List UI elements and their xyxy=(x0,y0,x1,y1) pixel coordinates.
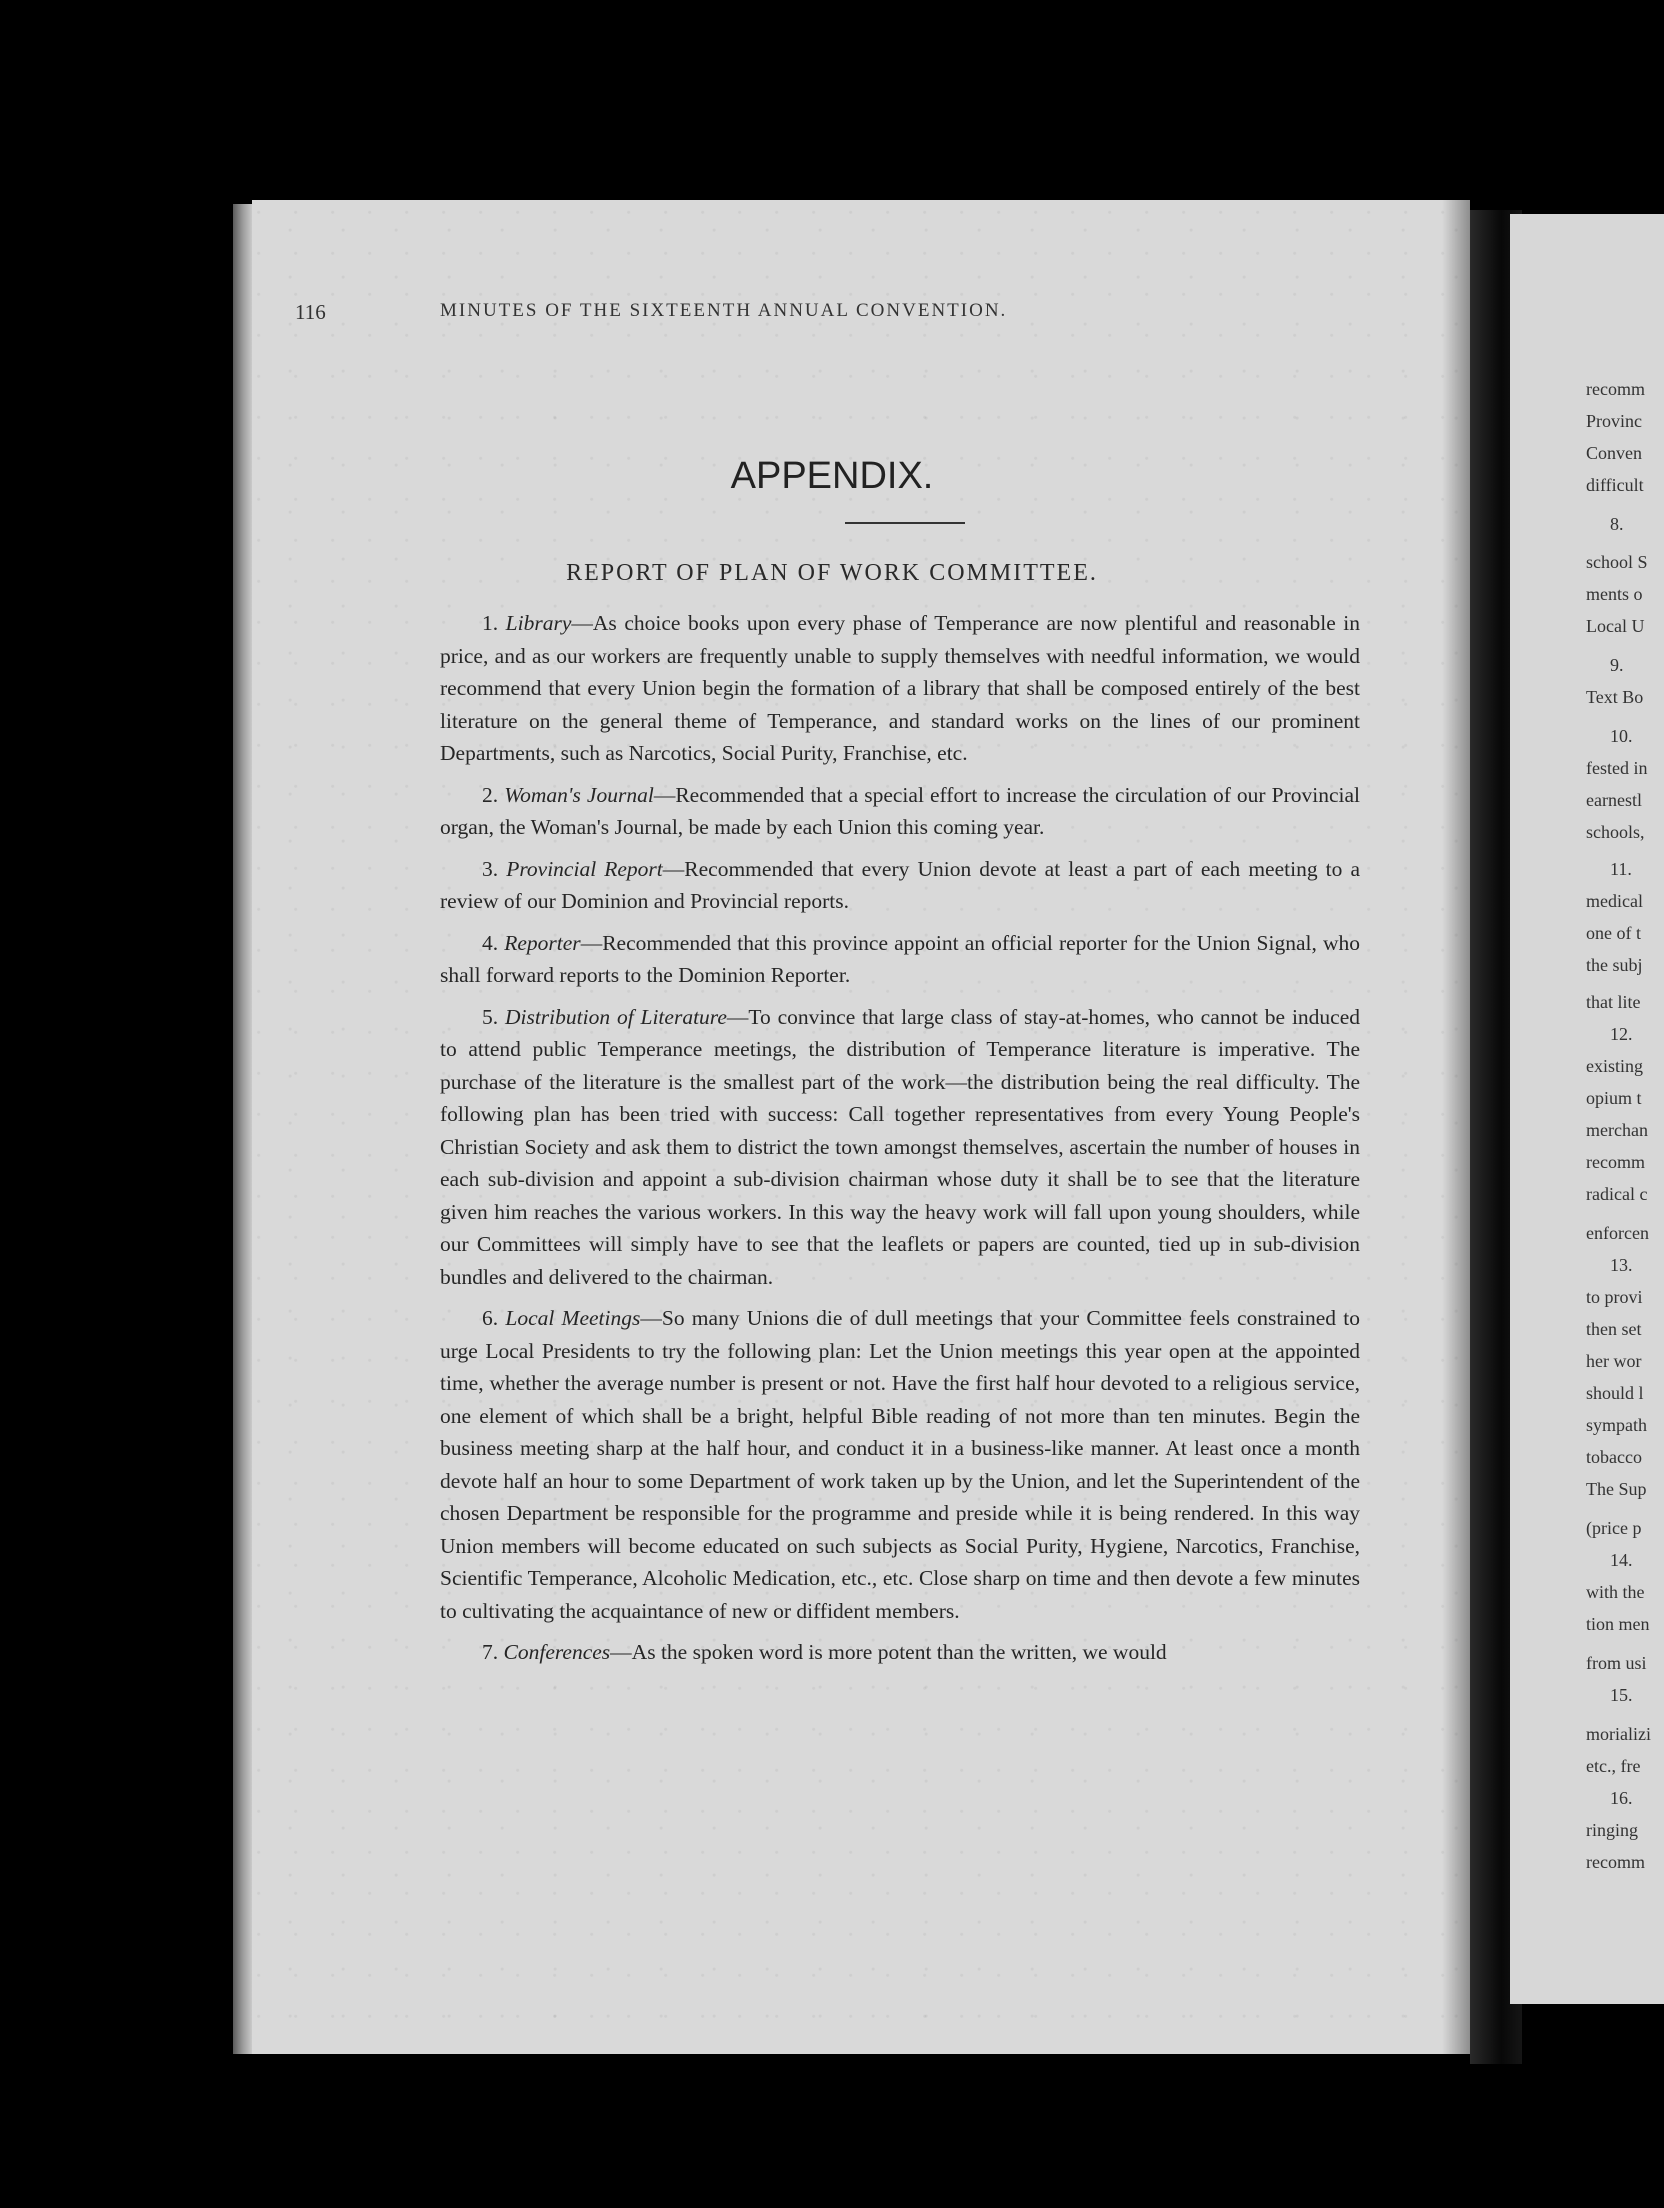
facing-page-line: recomm xyxy=(1586,379,1645,399)
facing-page-line: 10. xyxy=(1610,726,1633,746)
facing-page-line: recomm xyxy=(1586,1852,1645,1872)
facing-page-line: the subj xyxy=(1586,955,1643,975)
report-item xyxy=(440,1001,1360,1294)
facing-page-line: her wor xyxy=(1586,1351,1642,1371)
item-text: —To convince that large class of stay-at-homes, who cannot be induced to attend public Temperance meetings, the distribution of Temperance literature is imperative. The purchase of the literature is the smallest part of the work—the distribution being the real difficulty. The following plan has been tried with success: Call together representatives from every Young People's Christian Society and ask them to district the town amongst themselves, ascertain the number of houses in each sub-division and appoint a sub-division chairman whose duty it shall be to see that the literature given him reaches the various workers. In this way the heavy work will fall upon young shoulders, while our Committees will simply have to see that the leaflets or papers are counted, tied up in sub-division bundles and delivered to the chairman. xyxy=(440,1004,1361,1289)
facing-page-line: Local U xyxy=(1586,616,1645,636)
report-item xyxy=(440,779,1360,844)
facing-page-line: 16. xyxy=(1610,1788,1633,1808)
facing-page-line: Conven xyxy=(1586,443,1642,463)
facing-page-line: 12. xyxy=(1610,1024,1633,1044)
item-number: 7. xyxy=(482,1640,504,1664)
item-heading: Local Meetings xyxy=(505,1306,641,1330)
facing-page-line: morializi xyxy=(1586,1724,1651,1744)
facing-page-line: medical xyxy=(1586,891,1643,911)
facing-page-line: 8. xyxy=(1610,514,1624,534)
facing-page-line: difficult xyxy=(1586,475,1644,495)
facing-page-line: that lite xyxy=(1586,992,1641,1012)
item-heading: Conferences xyxy=(503,1640,611,1664)
report-item xyxy=(440,1302,1360,1627)
report-body xyxy=(440,607,1360,1678)
facing-page-line: ments o xyxy=(1586,584,1643,604)
item-number: 2. xyxy=(482,782,505,807)
facing-page-line: schools, xyxy=(1586,822,1645,842)
facing-page-line: 9. xyxy=(1610,655,1624,675)
item-text: —Recommended that this province appoint an official reporter for the Union Signal, who shall forward reports to the Dominion Reporter. xyxy=(440,930,1361,987)
facing-page-line: 11. xyxy=(1610,859,1632,879)
item-number: 4. xyxy=(482,930,505,955)
facing-page-line: existing xyxy=(1586,1056,1643,1076)
facing-page-line: ringing xyxy=(1586,1820,1638,1840)
facing-page-line: from usi xyxy=(1586,1653,1647,1673)
item-number: 1. xyxy=(482,611,506,635)
page-title: APPENDIX. xyxy=(730,455,934,497)
facing-page-line: Text Bo xyxy=(1586,687,1644,707)
item-number: 6. xyxy=(482,1306,506,1330)
facing-page-line: (price p xyxy=(1586,1518,1642,1538)
page-number: 116 xyxy=(295,300,326,324)
facing-page-line: then set xyxy=(1586,1319,1642,1339)
report-title: REPORT OF PLAN OF WORK COMMITTEE. xyxy=(566,560,1098,586)
item-heading: Distribution of Literature xyxy=(504,1004,727,1029)
facing-page-line: 14. xyxy=(1610,1550,1633,1570)
report-item xyxy=(440,927,1360,992)
item-heading: Library xyxy=(505,611,572,635)
facing-page-line: to provi xyxy=(1586,1287,1643,1307)
item-heading: Woman's Journal xyxy=(504,782,654,807)
item-text: —So many Unions die of dull meetings that your Committee feels constrained to urge Local Presidents to try the following plan: Let the Union meetings this year open at the appointed time, whether the average number is present or not. Have the first half hour devoted to a religious service, one element of which shall be a bright, helpful Bible reading of not more than ten minutes. Begin the business meeting sharp at the half hour, and conduct it in a business-like manner. At least once a month devote half an hour to some Department of work taken up by the Union, and let the Superintendent of the chosen Department be responsible for the programme and preside while it is being rendered. In this way Union members will become educated on such subjects as Social Purity, Hygiene, Narcotics, Franchise, Scientific Temperance, Alcoholic Medication, etc., etc. Close sharp on time and then devote a few minutes to cultivating the acquaintance of new or diffident members. xyxy=(440,1306,1360,1623)
facing-page-line: should l xyxy=(1586,1383,1644,1403)
item-number: 3. xyxy=(482,856,507,881)
facing-page-line: The Sup xyxy=(1586,1479,1647,1499)
facing-page-line: etc., fre xyxy=(1586,1756,1641,1776)
facing-page-line: radical c xyxy=(1586,1184,1648,1204)
item-heading: Provincial Report xyxy=(506,856,663,881)
facing-page-line: fested in xyxy=(1586,758,1648,778)
facing-page-line: sympath xyxy=(1586,1415,1647,1435)
report-item xyxy=(440,853,1360,918)
facing-page-line: 15. xyxy=(1610,1685,1633,1705)
item-text: —As the spoken word is more potent than the written, we would xyxy=(610,1640,1167,1664)
facing-page-line: recomm xyxy=(1586,1152,1645,1172)
item-number: 5. xyxy=(482,1004,505,1029)
facing-page-line: opium t xyxy=(1586,1088,1642,1108)
report-item xyxy=(440,607,1360,770)
facing-page-line: school S xyxy=(1586,552,1648,572)
facing-page-line: tion men xyxy=(1586,1614,1650,1634)
facing-page-line: merchan xyxy=(1586,1120,1648,1140)
facing-page-line: earnestl xyxy=(1586,790,1642,810)
item-heading: Reporter xyxy=(504,930,581,955)
facing-page-line: 13. xyxy=(1610,1255,1633,1275)
running-title: MINUTES OF THE SIXTEENTH ANNUAL CONVENTION. xyxy=(440,300,1008,321)
facing-page-line: with the xyxy=(1586,1582,1645,1602)
title-rule xyxy=(845,522,965,524)
facing-page-line: tobacco xyxy=(1586,1447,1642,1467)
item-text: —Recommended that a special effort to increase the circulation of our Provincial organ, the Woman's Journal, be made by each Union this coming year. xyxy=(440,782,1361,839)
report-item xyxy=(440,1636,1360,1669)
facing-page-line: one of t xyxy=(1586,923,1641,943)
running-header xyxy=(295,300,1008,324)
item-text: —Recommended that every Union devote at least a part of each meeting to a review of our Dominion and Provincial reports. xyxy=(440,856,1361,913)
facing-page-line: enforcen xyxy=(1586,1223,1649,1243)
item-text: —As choice books upon every phase of Temperance are now plentiful and reasonable in price, and as our workers are frequently unable to supply themselves with needful information, we would recommend that every Union begin the formation of a library that shall be composed entirely of the best literature on the general theme of Temperance, and standard works on the lines of our prominent Departments, such as Narcotics, Social Purity, Franchise, etc. xyxy=(440,611,1360,765)
facing-page-line: Provinc xyxy=(1586,411,1642,431)
